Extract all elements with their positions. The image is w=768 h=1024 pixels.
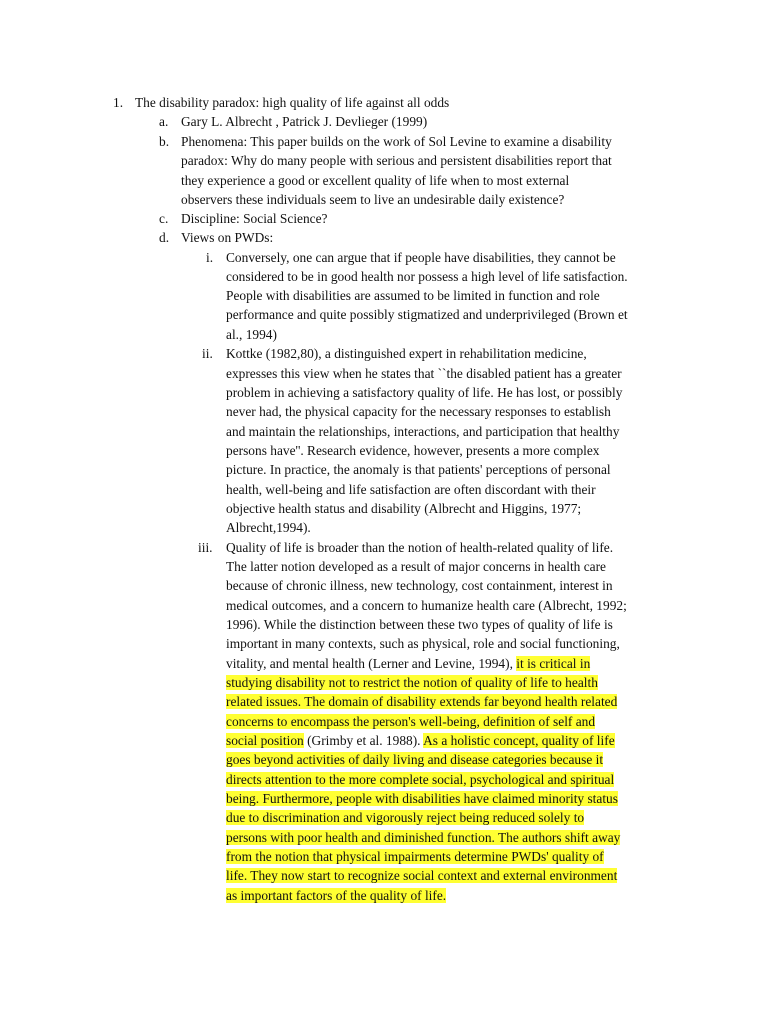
highlighted-text: studying disability not to restrict the notion of quality of life to health bbox=[226, 675, 598, 690]
list-marker-b: b. bbox=[159, 134, 170, 149]
item-1-title: The disability paradox: high quality of life against all odds bbox=[135, 95, 450, 110]
item-ii-line: problem in achieving a satisfactory quality of life. He has lost, or possibly bbox=[226, 385, 623, 400]
highlighted-text: it is critical in bbox=[516, 656, 591, 671]
item-iii-line bbox=[226, 808, 584, 827]
highlighted-text: persons with poor health and diminished function. The authors shift away bbox=[226, 830, 621, 845]
item-iii-line bbox=[226, 789, 618, 808]
item-iii-line bbox=[226, 712, 595, 731]
item-b-line: paradox: Why do many people with serious and persistent disabilities report that bbox=[181, 153, 612, 168]
item-c-text: Discipline: Social Science? bbox=[181, 211, 328, 226]
item-iii-line bbox=[226, 847, 604, 866]
highlighted-text: due to discrimination and vigorously reject being reduced solely to bbox=[226, 810, 585, 825]
list-number-1: 1. bbox=[113, 95, 124, 110]
item-iii-line: important in many contexts, such as physical, role and social functioning, bbox=[226, 636, 620, 651]
item-ii-line: objective health status and disability (Albrecht and Higgins, 1977; bbox=[226, 501, 582, 516]
item-iii-line bbox=[226, 673, 598, 692]
item-ii-line: Albrecht,1994). bbox=[226, 520, 311, 535]
highlighted-text: As a holistic concept, quality of life bbox=[423, 733, 615, 748]
highlighted-text: concerns to encompass the person's well-being, definition of self and bbox=[226, 714, 596, 729]
item-d-text: Views on PWDs: bbox=[181, 230, 274, 245]
item-ii-line: expresses this view when he states that ``the disabled patient has a greater bbox=[226, 366, 622, 381]
item-iii-line bbox=[226, 654, 590, 673]
item-iii-line bbox=[226, 692, 617, 711]
item-ii-line: never had, the physical capacity for the necessary responses to establish bbox=[226, 404, 611, 419]
highlighted-text: being. Furthermore, people with disabilities have claimed minority status bbox=[226, 791, 618, 806]
item-ii-line: Kottke (1982,80), a distinguished expert in rehabilitation medicine, bbox=[226, 346, 587, 361]
plain-text: vitality, and mental health (Lerner and Levine, 1994), bbox=[226, 656, 517, 671]
highlighted-text: from the notion that physical impairments determine PWDs' quality of bbox=[226, 849, 604, 864]
item-i-line: performance and quite possibly stigmatized and underprivileged (Brown et bbox=[226, 307, 628, 322]
item-iii-line bbox=[226, 750, 603, 769]
list-marker-iii: iii. bbox=[198, 540, 213, 555]
item-iii-line: medical outcomes, and a concern to humanize health care (Albrecht, 1992; bbox=[226, 598, 627, 613]
item-i-line: People with disabilities are assumed to be limited in function and role bbox=[226, 288, 600, 303]
plain-text: (Grimby et al. 1988). bbox=[303, 733, 424, 748]
item-iii-line bbox=[226, 828, 620, 847]
item-iii-line bbox=[226, 731, 615, 750]
item-ii-line: picture. In practice, the anomaly is that patients' perceptions of personal bbox=[226, 462, 611, 477]
highlighted-text: directs attention to the more complete social, psychological and spiritual bbox=[226, 772, 615, 787]
item-ii-line: health, well-being and life satisfaction are often discordant with their bbox=[226, 482, 596, 497]
highlighted-text: related issues. The domain of disability extends far beyond health related bbox=[226, 694, 618, 709]
item-iii-line bbox=[226, 866, 617, 885]
item-iii-line bbox=[226, 770, 614, 789]
highlighted-text: life. They now start to recognize social context and external environment bbox=[226, 868, 618, 883]
item-iii-line bbox=[226, 886, 446, 905]
highlighted-text: social position bbox=[226, 733, 304, 748]
list-marker-ii: ii. bbox=[202, 346, 213, 361]
item-a-citation: Gary L. Albrecht , Patrick J. Devlieger (1999) bbox=[181, 114, 428, 129]
list-marker-d: d. bbox=[159, 230, 170, 245]
highlighted-text: goes beyond activities of daily living and disease categories because it bbox=[226, 752, 604, 767]
item-iii-line: The latter notion developed as a result of major concerns in health care bbox=[226, 559, 606, 574]
item-b-line: they experience a good or excellent quality of life when to most external bbox=[181, 173, 570, 188]
item-ii-line: persons have''. Research evidence, however, presents a more complex bbox=[226, 443, 600, 458]
item-i-line: al., 1994) bbox=[226, 327, 277, 342]
list-marker-c: c. bbox=[159, 211, 169, 226]
item-b-line: Phenomena: This paper builds on the work of Sol Levine to examine a disability bbox=[181, 134, 612, 149]
item-iii-line: Quality of life is broader than the notion of health-related quality of life. bbox=[226, 540, 614, 555]
item-b-line: observers these individuals seem to live an undesirable daily existence? bbox=[181, 192, 565, 207]
item-i-line: considered to be in good health nor possess a high level of life satisfaction. bbox=[226, 269, 628, 284]
list-marker-a: a. bbox=[159, 114, 169, 129]
highlighted-text: as important factors of the quality of life. bbox=[226, 888, 447, 903]
item-i-line: Conversely, one can argue that if people have disabilities, they cannot be bbox=[226, 250, 616, 265]
item-iii-line: because of chronic illness, new technology, cost containment, interest in bbox=[226, 578, 613, 593]
item-iii-line: 1996). While the distinction between these two types of quality of life is bbox=[226, 617, 613, 632]
list-marker-i: i. bbox=[206, 250, 214, 265]
item-ii-line: and maintain the relationships, interactions, and participation that healthy bbox=[226, 424, 620, 439]
